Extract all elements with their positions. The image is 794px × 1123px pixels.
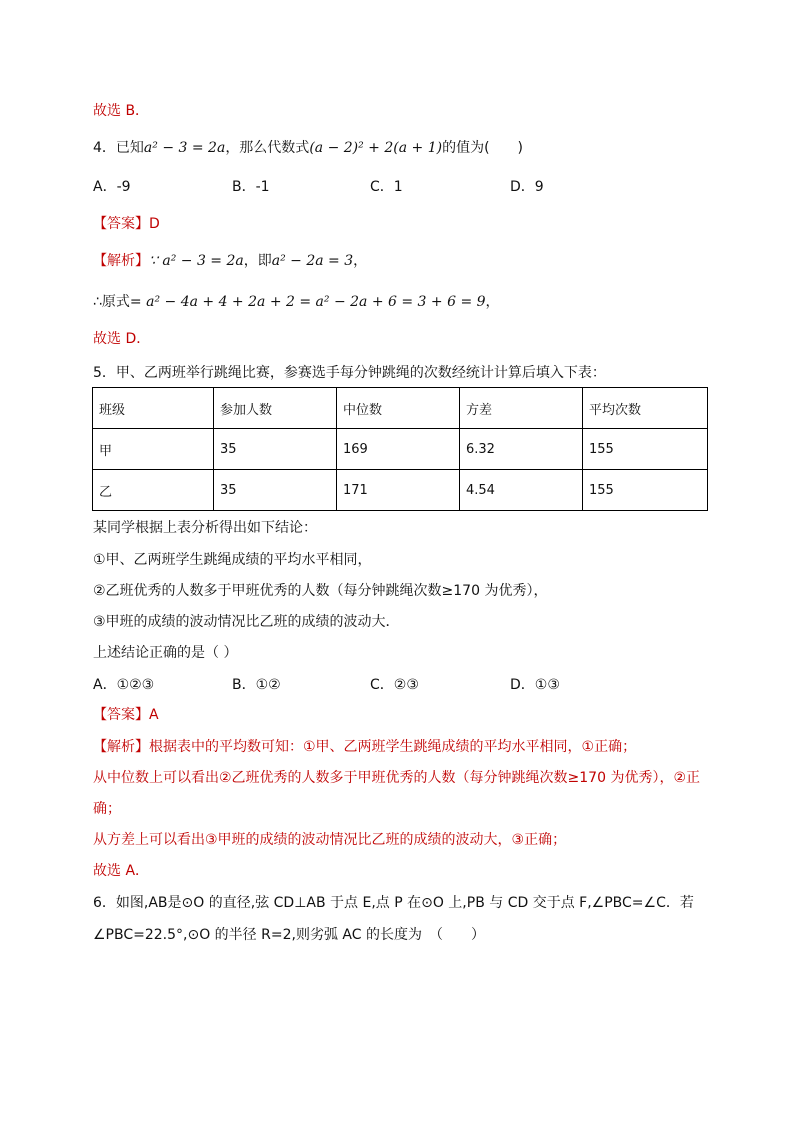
q4-analysis-text-2: ， — [353, 253, 368, 269]
q5-analysis-text-1: 根据表中的平均数可知：①甲、乙两班学生跳绳成绩的平均水平相同，①正确； — [149, 739, 637, 755]
q4-answer-tag: 【答案】 — [93, 216, 149, 232]
q4-given-equation: a² − 3 = 2a — [143, 140, 226, 156]
table-cell: 4.54 — [460, 470, 583, 511]
q5-intro: 某同学根据上表分析得出如下结论： — [93, 520, 317, 536]
q4-option-c: C．1 — [370, 179, 403, 195]
q6-stem-line-2: ∠PBC=22.5°,⊙O 的半径 R=2,则劣弧 AC 的长度为 （ ） — [93, 927, 485, 943]
table-cell: 35 — [214, 470, 337, 511]
q4-stem-prefix: 4．已知 — [93, 140, 144, 156]
q4-analysis-eq-2: a² − 2a = 3 — [271, 253, 354, 269]
table-cell: 6.32 — [460, 429, 583, 470]
q4-option-a: A．-9 — [93, 179, 131, 195]
table-cell: 169 — [337, 429, 460, 470]
q5-conclusion-3: ③甲班的成绩的波动情况比乙班的成绩的波动大． — [93, 614, 400, 630]
q5-analysis-line-3: 确； — [93, 801, 121, 817]
q5-analysis-tag: 【解析】 — [93, 739, 149, 755]
q4-analysis-text-1: ，即 — [243, 253, 272, 269]
q4-option-b: B．-1 — [232, 179, 270, 195]
q5-option-a: A．①②③ — [93, 677, 155, 693]
q4-analysis-eq-3: = a² − 4a + 4 + 2a + 2 = a² − 2a + 6 = 3 + 6 = 9 — [129, 294, 486, 310]
q5-analysis-line-2: 从中位数上可以看出②乙班优秀的人数多于甲班优秀的人数（每分钟跳绳次数≥170 为优秀），②正 — [93, 770, 701, 786]
table-row — [93, 429, 708, 470]
table-header-row — [93, 388, 708, 429]
table-header-cell: 班级 — [93, 388, 214, 429]
q5-stem: 5．甲、乙两班举行跳绳比赛，参赛选手每分钟跳绳的次数经统计计算后填入下表： — [93, 365, 606, 381]
table-cell: 乙 — [93, 470, 214, 511]
table-row — [93, 470, 708, 511]
table-header-cell: 方差 — [460, 388, 583, 429]
q5-option-b: B．①② — [232, 677, 281, 693]
q5-answer-value: A — [149, 707, 159, 723]
q5-analysis-line-1 — [93, 737, 636, 757]
q5-question: 上述结论正确的是（ ） — [93, 645, 238, 661]
q5-answer-tag: 【答案】 — [93, 707, 149, 723]
q4-conclusion: 故选 D． — [93, 331, 151, 347]
table-cell: 155 — [583, 429, 708, 470]
q5-conclusion: 故选 A． — [93, 863, 150, 879]
q4-expression: (a − 2)² + 2(a + 1) — [309, 140, 443, 156]
q4-analysis-tag: 【解析】 — [93, 253, 149, 269]
table-cell: 甲 — [93, 429, 214, 470]
table-cell: 155 — [583, 470, 708, 511]
table-cell: 171 — [337, 470, 460, 511]
q4-stem — [93, 138, 523, 158]
table-cell: 35 — [214, 429, 337, 470]
q4-stem-suffix: 的值为( ) — [442, 140, 524, 156]
q5-conclusion-2: ②乙班优秀的人数多于甲班优秀的人数（每分钟跳绳次数≥170 为优秀）， — [93, 583, 548, 599]
q3-conclusion: 故选 B． — [93, 103, 150, 119]
q5-option-c: C．②③ — [370, 677, 419, 693]
q4-answer — [93, 214, 160, 234]
q6-stem-line-1: 6．如图,AB是⊙O 的直径,弦 CD⊥AB 于点 E,点 P 在⊙O 上,PB 与 CD 交于点 F,∠PBC=∠C．若 — [93, 895, 694, 911]
q4-option-d: D．9 — [510, 179, 544, 195]
q4-analysis-text-4: ， — [485, 294, 500, 310]
q4-analysis-line-2 — [93, 292, 500, 312]
q4-stem-mid: ，那么代数式 — [225, 140, 310, 156]
q4-analysis-text-3: ∴原式 — [93, 294, 130, 310]
q4-analysis-line-1 — [93, 251, 367, 271]
q5-answer — [93, 705, 159, 725]
q5-conclusion-1: ①甲、乙两班学生跳绳成绩的平均水平相同， — [93, 552, 372, 568]
q5-option-d: D．①③ — [510, 677, 560, 693]
table-header-cell: 平均次数 — [583, 388, 708, 429]
q5-stats-table — [92, 387, 708, 511]
table-header-cell: 参加人数 — [214, 388, 337, 429]
q5-analysis-line-4: 从方差上可以看出③甲班的成绩的波动情况比乙班的成绩的波动大，③正确； — [93, 832, 567, 848]
q4-answer-value: D — [149, 216, 160, 232]
q4-analysis-eq-1: ∵ a² − 3 = 2a — [149, 253, 244, 269]
table-header-cell: 中位数 — [337, 388, 460, 429]
